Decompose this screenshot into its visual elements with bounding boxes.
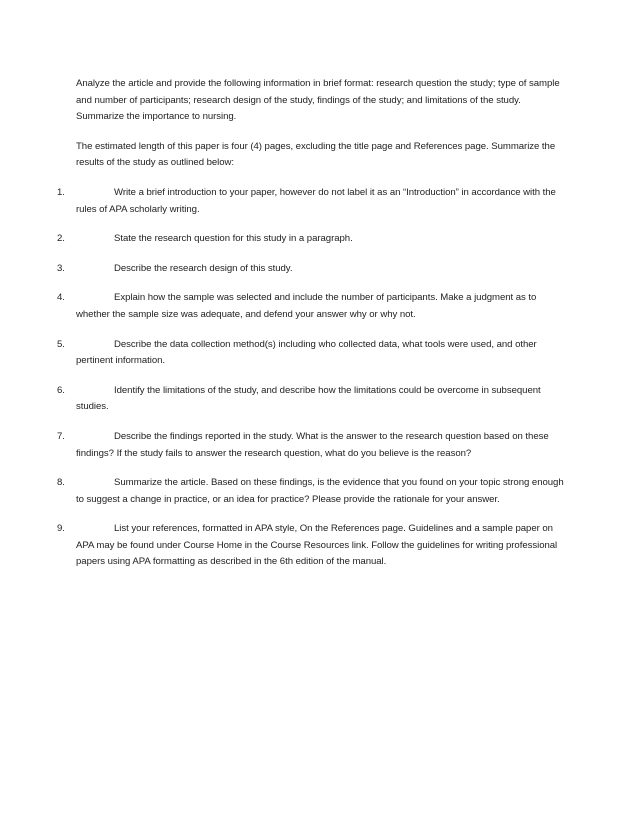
list-item-number: 9.: [57, 523, 65, 535]
list-item-number: 7.: [57, 430, 65, 442]
list-item: [57, 337, 566, 370]
list-item: [57, 383, 566, 416]
list-item-number: 8.: [57, 477, 65, 489]
list-item-number: 1.: [57, 186, 65, 198]
list-item-number: 3.: [57, 262, 65, 274]
list-item-number: 4.: [57, 292, 65, 304]
instruction-list: [57, 185, 566, 571]
list-item: [57, 521, 566, 571]
list-item-number: 2.: [57, 233, 65, 245]
list-item: [57, 185, 566, 218]
list-item: [57, 261, 566, 278]
list-item: [57, 475, 566, 508]
list-item-number: 6.: [57, 384, 65, 396]
list-item: [57, 231, 566, 248]
list-item: [57, 290, 566, 323]
list-item-text: Write a brief introduction to your paper, however do not label it as an “Introduction” in accordance with the rules of APA scholarly writing.: [76, 186, 556, 215]
list-item-text: Explain how the sample was selected and include the number of participants. Make a judgment as to whether the sample size was adequate, and defend your answer why or why not.: [76, 292, 537, 320]
list-item-text: Describe the findings reported in the study. What is the answer to the research question based on these findings? If the study fails to answer the research question, what do you believe is the reason?: [76, 430, 549, 459]
list-item-text: Summarize the article. Based on these findings, is the evidence that you found on your topic strong enough to suggest a change in practice, or an idea for practice? Please provide the rationale for your answer.: [76, 477, 564, 505]
document-body: [57, 76, 566, 584]
list-item-text: Describe the data collection method(s) including who collected data, what tools were used, and other pertinent information.: [76, 338, 537, 367]
intro-paragraph: Analyze the article and provide the following information in brief format: research question the study; type of sample and number of participants; research design of the study, findings of the study; and limitations of the study. Summarize the importance to nursing.: [76, 78, 560, 123]
list-item-text: Identify the limitations of the study, and describe how the limitations could be overcome in subsequent studies.: [76, 384, 541, 413]
list-item-text: Describe the research design of this study.: [114, 262, 293, 274]
length-paragraph: The estimated length of this paper is four (4) pages, excluding the title page and References page. Summarize the results of the study as outlined below:: [76, 140, 556, 169]
list-item-number: 5.: [57, 338, 65, 350]
list-item-text: List your references, formatted in APA style, On the References page. Guidelines and a sample paper on APA may be found under Course Home in the Course Resources link. Follow the guidelines for writing professional papers using APA formatting as described in the 6th edition of the manual.: [76, 523, 558, 568]
list-item: [57, 429, 566, 462]
list-item-text: State the research question for this study in a paragraph.: [114, 233, 353, 245]
